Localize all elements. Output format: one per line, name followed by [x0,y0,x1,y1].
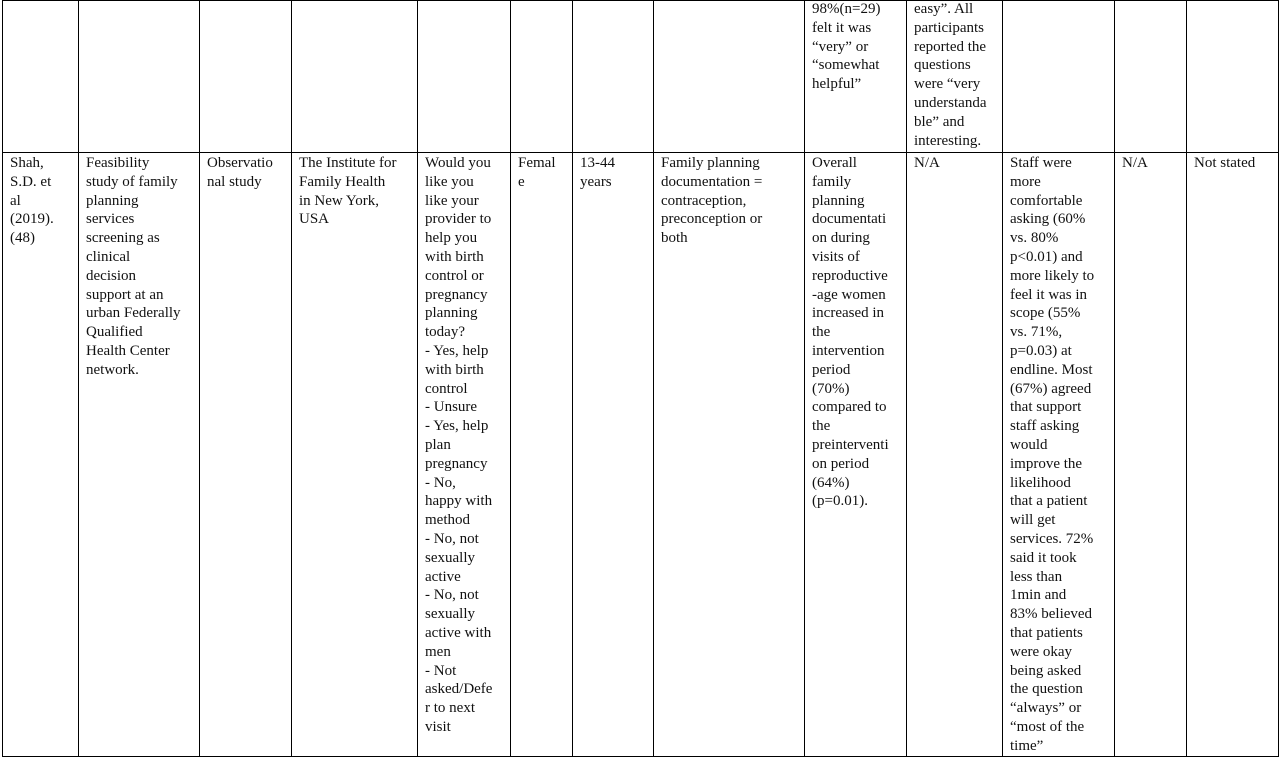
cell-text-line: pregnancy [425,286,488,303]
cell-text-line: “always” or [1010,700,1082,717]
cell-text-line: preconception or [661,211,763,228]
cell-text-line: 98%(n=29) [812,1,881,17]
cell-text-line: sexually [425,549,475,566]
cell-text-line: preinterventi [812,436,889,453]
cell-text-line: endline. Most [1010,361,1093,378]
cell-empty [511,1,573,153]
cell-text-line: USA [299,211,330,228]
cell-text-line: Would you [425,155,491,171]
cell-text-line: pregnancy [425,455,488,472]
cell-empty [573,1,654,153]
cell-text-line: sexually [425,606,475,623]
cell-col-12 [1115,153,1187,757]
cell-text-line: that a patient [1010,493,1088,510]
cell-text-line: clinical [86,248,131,265]
cell-text-line: compared to [812,399,887,416]
cell-text-line: with birth [425,248,484,265]
table-row [3,153,1279,757]
cell-text-line: in New York, [299,192,380,209]
cell-text-line: help you [425,230,478,247]
cell-prev-outcome-result [805,1,907,153]
cell-author [3,153,79,757]
cell-text-line: were “very [914,76,981,93]
cell-empty [654,1,805,153]
cell-text-line: - Unsure [425,399,478,416]
cell-text-line: decision [86,267,136,284]
cell-age [573,153,654,757]
cell-text-line: increased in [812,305,885,322]
cell-text-line: (67%) agreed [1010,380,1092,397]
cell-text-line: contraception, [661,192,747,209]
cell-text-line: were okay [1010,643,1073,660]
cell-text-line: - Yes, help [425,342,489,359]
cell-text-line: e [518,173,525,190]
cell-text-line: documentati [812,211,887,228]
cell-text-line: planning [425,305,478,322]
cell-text-line: family [812,173,852,190]
cell-text-line: plan [425,436,451,453]
cell-text-line: r to next [425,700,475,717]
cell-text-line: support at an [86,286,164,303]
cell-text-line: Shah, [10,155,44,171]
cell-text-line: (70%) [812,380,850,397]
cell-text-line: the question [1010,681,1083,698]
cell-text-line: comfortable [1010,192,1083,209]
cell-empty [1187,1,1279,153]
study-table [2,0,1279,757]
cell-text-line: participants [914,19,984,36]
cell-text-line: reproductive [812,267,888,284]
cell-patient-acceptability [907,153,1003,757]
cell-text-line: 83% believed [1010,606,1093,623]
cell-text-line: time” [1010,737,1044,754]
cell-text-line: services. 72% [1010,530,1094,547]
cell-text-line: happy with [425,493,493,510]
cell-text-line: control or [425,267,484,284]
cell-text-line: on period [812,455,870,472]
cell-text-line: “most of the [1010,718,1085,735]
cell-text-line: vs. 71%, [1010,324,1063,341]
cell-question [418,153,511,757]
cell-text-line: Staff were [1010,155,1072,171]
cell-empty [1003,1,1115,153]
cell-text-line: understanda [914,94,987,111]
cell-text-line: active with [425,624,492,641]
cell-text-line: intervention [812,342,885,359]
cell-text-line: Overall [812,155,857,171]
cell-text-line: nal study [207,173,262,190]
cell-text-line: Qualified [86,324,143,341]
cell-empty [200,1,292,153]
cell-text-line: screening as [86,230,160,247]
cell-text-line: visit [425,718,451,735]
cell-empty [3,1,79,153]
cell-text-line: felt it was [812,19,872,36]
cell-text-line: al [10,192,21,209]
cell-text-line: “very” or [812,38,869,55]
cell-text-line: - No, not [425,587,479,604]
cell-text-line: study of family [86,173,178,190]
cell-text-line: Family Health [299,173,386,190]
cell-text-line: - Yes, help [425,418,489,435]
cell-text-line: scope (55% [1010,305,1081,322]
cell-text-line: less than [1010,568,1063,585]
cell-text-line: - No, not [425,530,479,547]
cell-text-line: questions [914,57,971,74]
cell-empty [79,1,200,153]
cell-text-line: control [425,380,468,397]
cell-empty [292,1,418,153]
cell-text-line: provider to [425,211,492,228]
cell-text-line: planning [86,192,139,209]
table-row-continued [3,1,1279,153]
cell-text-line: method [425,512,470,529]
cell-text-line: more [1010,173,1041,190]
cell-text-line: will get [1010,512,1056,529]
cell-text-line: asked/Defe [425,681,493,698]
cell-text-line: p<0.01) and [1010,248,1083,265]
cell-title [79,153,200,757]
cell-text-line: today? [425,324,465,341]
cell-text-line: on during [812,230,870,247]
cell-prev-patient-acceptability [907,1,1003,153]
cell-text-line: Observatio [207,155,273,171]
cell-text-line: p=0.03) at [1010,342,1072,359]
cell-text-line: - No, [425,474,456,491]
cell-text-line: more likely to [1010,267,1095,284]
cell-text-line: the [812,418,831,435]
cell-text-line: being asked [1010,662,1082,679]
cell-text-line: services [86,211,135,228]
cell-text-line: -age women [812,286,886,303]
cell-text-line: N/A [1122,155,1148,171]
cell-text-line: S.D. et [10,173,52,190]
cell-text-line: planning [812,192,865,209]
cell-text-line: 1min and [1010,587,1067,604]
cell-text-line: the [812,324,831,341]
cell-text-line: reported the [914,38,987,55]
cell-text-line: like you [425,173,474,190]
cell-text-line: likelihood [1010,474,1071,491]
cell-text-line: (2019). [10,211,54,228]
cell-text-line: that patients [1010,624,1083,641]
cell-text-line: vs. 80% [1010,230,1059,247]
cell-design [200,153,292,757]
cell-text-line: active [425,568,461,585]
cell-text-line: years [580,173,612,190]
cell-text-line: Not stated [1194,155,1256,171]
cell-text-line: feel it was in [1010,286,1088,303]
cell-text-line: interesting. [914,132,982,149]
cell-setting [292,153,418,757]
cell-text-line: - Not [425,662,457,679]
cell-text-line: with birth [425,361,484,378]
cell-text-line: said it took [1010,549,1077,566]
cell-text-line: both [661,230,688,247]
cell-text-line: (48) [10,230,35,247]
cell-text-line: (64%) [812,474,850,491]
cell-text-line: “somewhat [812,57,880,74]
cell-text-line: (p=0.01). [812,493,868,510]
cell-text-line: Femal [518,155,556,171]
cell-text-line: asking (60% [1010,211,1086,228]
cell-sex [511,153,573,757]
cell-text-line: easy”. All [914,1,974,17]
cell-text-line: period [812,361,851,378]
cell-outcome-definition [654,153,805,757]
cell-text-line: The Institute for [299,155,397,171]
cell-empty [418,1,511,153]
cell-text-line: 13-44 [580,155,615,171]
cell-text-line: ble” and [914,113,965,130]
cell-text-line: documentation = [661,173,763,190]
cell-text-line: network. [86,361,139,378]
cell-text-line: like your [425,192,479,209]
cell-text-line: that support [1010,399,1082,416]
cell-empty [1115,1,1187,153]
cell-staff-acceptability [1003,153,1115,757]
cell-text-line: Family planning [661,155,760,171]
cell-text-line: men [425,643,451,660]
cell-col-13 [1187,153,1279,757]
cell-text-line: helpful” [812,76,862,93]
cell-text-line: visits of [812,248,860,265]
cell-outcome-result [805,153,907,757]
cell-text-line: Health Center [86,342,170,359]
cell-text-line: N/A [914,155,940,171]
cell-text-line: improve the [1010,455,1083,472]
cell-text-line: would [1010,436,1048,453]
cell-text-line: urban Federally [86,305,181,322]
cell-text-line: staff asking [1010,418,1080,435]
cell-text-line: Feasibility [86,155,150,171]
